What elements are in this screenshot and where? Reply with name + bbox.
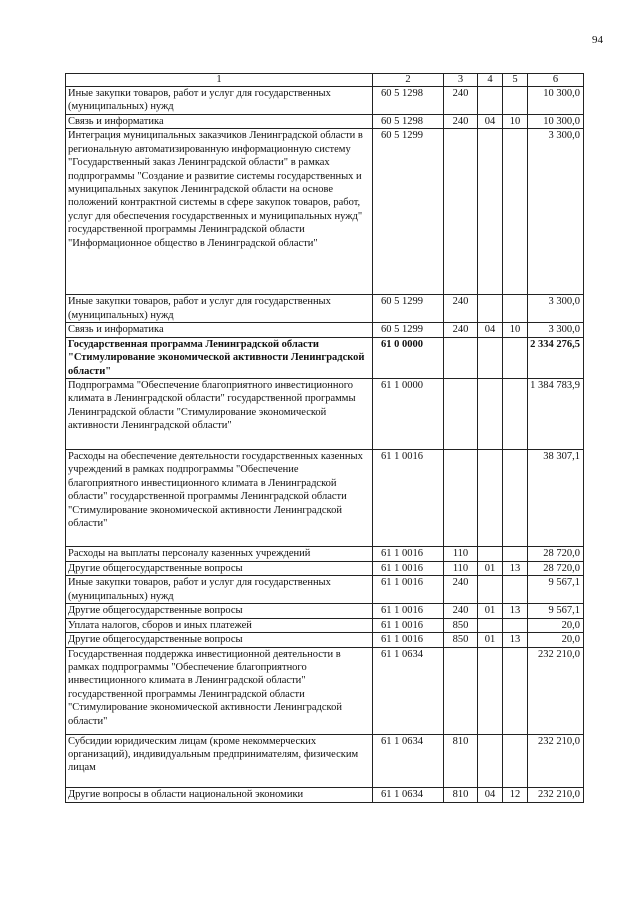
row-target-code: 61 1 0016 bbox=[373, 633, 444, 647]
row-amount: 38 307,1 bbox=[528, 450, 584, 547]
table-row bbox=[66, 547, 584, 562]
row-name: Государственная программа Ленинградской области "Стимулирование экономической активности Ленинградской области" bbox=[66, 337, 373, 378]
row-name: Расходы на обеспечение деятельности государственных казенных учреждений в рамках подпрограммы "Обеспечение благоприятного инвестиционного климата в Ленинградской области" государственной программы Ленинградской области "Стимулирование экономической активности Ленинградской области" bbox=[66, 450, 373, 547]
row-target-code: 61 1 0016 bbox=[373, 604, 444, 618]
row-expense-type bbox=[444, 379, 478, 450]
row-section bbox=[478, 87, 503, 115]
row-name: Субсидии юридическим лицам (кроме некоммерческих организаций), индивидуальным предпринимателям, физическим лицам bbox=[66, 734, 373, 787]
row-subsection: 12 bbox=[503, 787, 528, 802]
header-cell-6: 6 bbox=[528, 74, 584, 87]
row-target-code: 61 1 0016 bbox=[373, 576, 444, 604]
table-row bbox=[66, 633, 584, 647]
row-subsection bbox=[503, 547, 528, 562]
row-expense-type bbox=[444, 129, 478, 295]
row-amount: 20,0 bbox=[528, 633, 584, 647]
row-expense-type: 850 bbox=[444, 633, 478, 647]
row-name: Подпрограмма "Обеспечение благоприятного инвестиционного климата в Ленинградской области" государственной программы Ленинградской области "Стимулирование экономической активности Ленинградской области" bbox=[66, 379, 373, 450]
row-expense-type bbox=[444, 337, 478, 378]
row-target-code: 61 1 0634 bbox=[373, 787, 444, 802]
row-name: Иные закупки товаров, работ и услуг для государственных (муниципальных) нужд bbox=[66, 295, 373, 323]
row-amount: 1 384 783,9 bbox=[528, 379, 584, 450]
row-subsection bbox=[503, 450, 528, 547]
header-cell-2: 2 bbox=[373, 74, 444, 87]
row-subsection: 13 bbox=[503, 633, 528, 647]
row-amount: 9 567,1 bbox=[528, 576, 584, 604]
row-expense-type: 240 bbox=[444, 576, 478, 604]
table-row bbox=[66, 295, 584, 323]
table-row bbox=[66, 787, 584, 802]
row-name: Иные закупки товаров, работ и услуг для государственных (муниципальных) нужд bbox=[66, 87, 373, 115]
row-name: Государственная поддержка инвестиционной деятельности в рамках подпрограммы "Обеспечение благоприятного инвестиционного климата в Ленинградской области" государственной программы Ленинградской области "Стимулирование экономической активности Ленинградской области" bbox=[66, 647, 373, 734]
row-section bbox=[478, 647, 503, 734]
header-cell-3: 3 bbox=[444, 74, 478, 87]
row-target-code: 61 1 0016 bbox=[373, 562, 444, 576]
row-name: Другие общегосударственные вопросы bbox=[66, 562, 373, 576]
row-amount: 3 300,0 bbox=[528, 323, 584, 337]
table-row bbox=[66, 337, 584, 378]
row-expense-type bbox=[444, 450, 478, 547]
budget-table bbox=[65, 73, 584, 803]
row-amount: 10 300,0 bbox=[528, 115, 584, 129]
row-target-code: 60 5 1298 bbox=[373, 115, 444, 129]
row-amount: 9 567,1 bbox=[528, 604, 584, 618]
row-target-code: 61 1 0634 bbox=[373, 647, 444, 734]
row-amount: 232 210,0 bbox=[528, 787, 584, 802]
row-expense-type: 810 bbox=[444, 734, 478, 787]
row-name: Расходы на выплаты персоналу казенных учреждений bbox=[66, 547, 373, 562]
row-expense-type: 240 bbox=[444, 87, 478, 115]
table-header-row bbox=[66, 74, 584, 87]
row-subsection bbox=[503, 295, 528, 323]
row-target-code: 61 1 0016 bbox=[373, 547, 444, 562]
row-amount: 232 210,0 bbox=[528, 734, 584, 787]
row-section bbox=[478, 734, 503, 787]
table-row bbox=[66, 379, 584, 450]
page-number: 94 bbox=[592, 34, 603, 46]
row-name: Другие общегосударственные вопросы bbox=[66, 633, 373, 647]
table-row bbox=[66, 618, 584, 632]
row-subsection bbox=[503, 734, 528, 787]
row-amount: 10 300,0 bbox=[528, 87, 584, 115]
row-target-code: 61 1 0634 bbox=[373, 734, 444, 787]
row-expense-type: 240 bbox=[444, 115, 478, 129]
row-section: 04 bbox=[478, 323, 503, 337]
row-target-code: 60 5 1299 bbox=[373, 323, 444, 337]
row-subsection bbox=[503, 618, 528, 632]
table-row bbox=[66, 87, 584, 115]
row-subsection bbox=[503, 337, 528, 378]
row-expense-type: 110 bbox=[444, 547, 478, 562]
row-section: 01 bbox=[478, 562, 503, 576]
header-cell-5: 5 bbox=[503, 74, 528, 87]
row-section bbox=[478, 337, 503, 378]
row-amount: 3 300,0 bbox=[528, 129, 584, 295]
row-name: Другие вопросы в области национальной экономики bbox=[66, 787, 373, 802]
row-expense-type: 810 bbox=[444, 787, 478, 802]
table-row bbox=[66, 562, 584, 576]
row-section bbox=[478, 129, 503, 295]
row-subsection: 10 bbox=[503, 115, 528, 129]
row-target-code: 61 1 0016 bbox=[373, 618, 444, 632]
row-amount: 20,0 bbox=[528, 618, 584, 632]
row-target-code: 61 1 0016 bbox=[373, 450, 444, 547]
row-name: Уплата налогов, сборов и иных платежей bbox=[66, 618, 373, 632]
row-amount: 28 720,0 bbox=[528, 562, 584, 576]
table-row bbox=[66, 576, 584, 604]
table-row bbox=[66, 647, 584, 734]
row-subsection: 10 bbox=[503, 323, 528, 337]
row-expense-type: 240 bbox=[444, 295, 478, 323]
row-expense-type: 110 bbox=[444, 562, 478, 576]
row-subsection bbox=[503, 379, 528, 450]
row-target-code: 61 0 0000 bbox=[373, 337, 444, 378]
row-name: Другие общегосударственные вопросы bbox=[66, 604, 373, 618]
table-row bbox=[66, 115, 584, 129]
row-section bbox=[478, 379, 503, 450]
row-target-code: 60 5 1299 bbox=[373, 129, 444, 295]
table-row bbox=[66, 450, 584, 547]
row-name: Связь и информатика bbox=[66, 323, 373, 337]
table-row bbox=[66, 129, 584, 295]
table-body bbox=[66, 74, 584, 803]
row-amount: 2 334 276,5 bbox=[528, 337, 584, 378]
row-expense-type bbox=[444, 647, 478, 734]
row-section bbox=[478, 547, 503, 562]
row-section: 01 bbox=[478, 633, 503, 647]
row-subsection bbox=[503, 576, 528, 604]
row-subsection bbox=[503, 87, 528, 115]
row-name: Связь и информатика bbox=[66, 115, 373, 129]
row-section bbox=[478, 618, 503, 632]
row-section: 04 bbox=[478, 115, 503, 129]
header-cell-4: 4 bbox=[478, 74, 503, 87]
row-section bbox=[478, 295, 503, 323]
table-row bbox=[66, 604, 584, 618]
row-target-code: 60 5 1299 bbox=[373, 295, 444, 323]
row-subsection bbox=[503, 129, 528, 295]
header-cell-1: 1 bbox=[66, 74, 373, 87]
row-section: 04 bbox=[478, 787, 503, 802]
row-amount: 232 210,0 bbox=[528, 647, 584, 734]
row-subsection bbox=[503, 647, 528, 734]
row-section bbox=[478, 450, 503, 547]
row-subsection: 13 bbox=[503, 604, 528, 618]
row-section bbox=[478, 576, 503, 604]
row-expense-type: 850 bbox=[444, 618, 478, 632]
table-row bbox=[66, 734, 584, 787]
row-section: 01 bbox=[478, 604, 503, 618]
table-row bbox=[66, 323, 584, 337]
row-expense-type: 240 bbox=[444, 604, 478, 618]
row-amount: 3 300,0 bbox=[528, 295, 584, 323]
row-subsection: 13 bbox=[503, 562, 528, 576]
row-name: Интеграция муниципальных заказчиков Ленинградской области в региональную автоматизированную информационную систему "Государственный заказ Ленинградской области" в рамках подпрограммы "Создание и развитие системы государственных и муниципальных закупок Ленинградской области на основе положений контрактной системы в сфере закупок товаров, работ, услуг для обеспечения государственных и муниципальных нужд" государственной программы Ленинградской области "Информационное общество в Ленинградской области" bbox=[66, 129, 373, 295]
row-expense-type: 240 bbox=[444, 323, 478, 337]
row-target-code: 61 1 0000 bbox=[373, 379, 444, 450]
row-amount: 28 720,0 bbox=[528, 547, 584, 562]
row-name: Иные закупки товаров, работ и услуг для государственных (муниципальных) нужд bbox=[66, 576, 373, 604]
row-target-code: 60 5 1298 bbox=[373, 87, 444, 115]
